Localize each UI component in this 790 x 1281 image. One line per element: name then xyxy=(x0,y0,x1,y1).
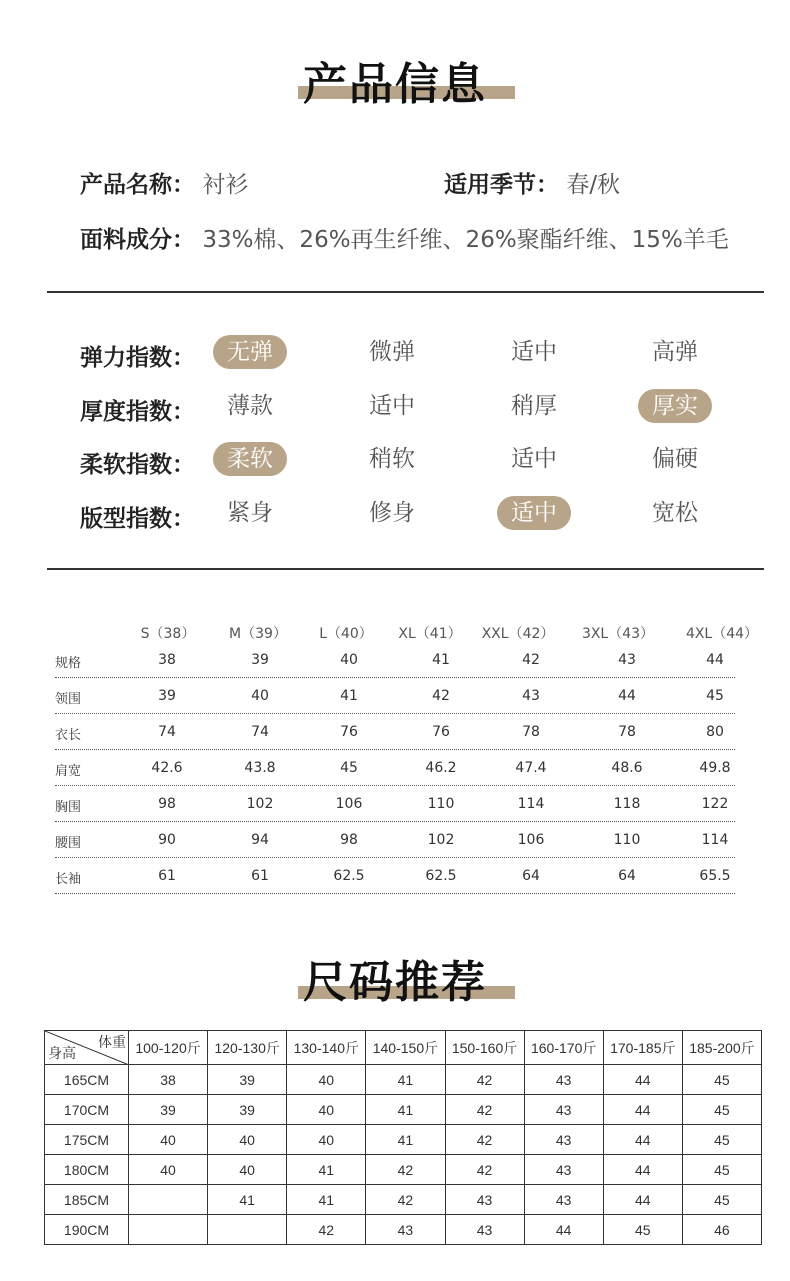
recommend-cell: 45 xyxy=(603,1215,682,1245)
size-column-header: L（40） xyxy=(319,626,373,642)
recommend-cell: 45 xyxy=(682,1155,761,1185)
recommend-cell: 42 xyxy=(445,1095,524,1125)
size-cell: 45 xyxy=(706,688,724,704)
recommend-cell: 44 xyxy=(603,1155,682,1185)
weight-header: 100-120斤 xyxy=(129,1031,208,1065)
recommend-row xyxy=(45,1155,762,1185)
weight-header: 140-150斤 xyxy=(366,1031,445,1065)
size-cell: 42.6 xyxy=(151,760,183,776)
recommend-row xyxy=(45,1095,762,1125)
recommend-cell: 39 xyxy=(208,1095,287,1125)
size-cell: 65.5 xyxy=(699,868,731,884)
recommend-cell: 40 xyxy=(208,1155,287,1185)
size-cell: 43 xyxy=(522,688,540,704)
size-cell: 76 xyxy=(340,724,358,740)
recommend-cell: 42 xyxy=(445,1155,524,1185)
index-option: 紧身 xyxy=(227,500,273,526)
weight-header: 160-170斤 xyxy=(524,1031,603,1065)
size-row-divider xyxy=(55,785,735,786)
season-label: 适用季节： xyxy=(444,172,559,198)
index-option: 高弹 xyxy=(652,339,698,365)
recommend-cell: 41 xyxy=(366,1125,445,1155)
size-cell: 98 xyxy=(158,796,176,812)
product-info-title: 产品信息 xyxy=(303,59,487,110)
height-label: 180CM xyxy=(45,1155,129,1185)
size-cell: 102 xyxy=(246,796,274,812)
size-column-header: XL（41） xyxy=(398,626,462,642)
recommend-cell: 44 xyxy=(603,1065,682,1095)
size-cell: 90 xyxy=(158,832,176,848)
recommend-cell: 45 xyxy=(682,1065,761,1095)
height-label: 175CM xyxy=(45,1125,129,1155)
index-option-selected: 柔软 xyxy=(213,442,287,476)
recommend-cell: 42 xyxy=(366,1185,445,1215)
product-name-value: 衬衫 xyxy=(202,172,249,198)
size-row-label: 肩宽 xyxy=(55,764,82,779)
recommend-cell: 40 xyxy=(287,1065,366,1095)
height-label: 165CM xyxy=(45,1065,129,1095)
size-cell: 43 xyxy=(618,652,636,668)
index-label: 柔软指数： xyxy=(80,452,195,478)
recommend-row xyxy=(45,1065,762,1095)
size-cell: 44 xyxy=(706,652,724,668)
recommend-cell: 45 xyxy=(682,1095,761,1125)
recommend-row xyxy=(45,1125,762,1155)
size-recommend-table xyxy=(44,1030,762,1245)
recommend-cell: 43 xyxy=(445,1185,524,1215)
index-label: 弹力指数： xyxy=(80,345,195,371)
size-row-divider xyxy=(55,749,735,750)
size-row-divider xyxy=(55,857,735,858)
size-cell: 40 xyxy=(340,652,358,668)
weight-header: 120-130斤 xyxy=(208,1031,287,1065)
size-cell: 118 xyxy=(613,796,641,812)
product-name-row xyxy=(80,166,248,199)
size-cell: 38 xyxy=(158,652,176,668)
recommend-cell: 43 xyxy=(524,1185,603,1215)
size-cell: 39 xyxy=(158,688,176,704)
size-cell: 106 xyxy=(335,796,363,812)
recommend-cell: 45 xyxy=(682,1125,761,1155)
divider-top xyxy=(47,291,764,293)
size-cell: 78 xyxy=(522,724,540,740)
size-cell: 42 xyxy=(522,652,540,668)
recommend-cell: 40 xyxy=(129,1155,208,1185)
recommend-cell: 44 xyxy=(524,1215,603,1245)
weight-header: 170-185斤 xyxy=(603,1031,682,1065)
recommend-cell xyxy=(208,1215,287,1245)
size-column-header: M（39） xyxy=(229,626,287,642)
index-option: 适中 xyxy=(369,393,415,419)
size-cell: 110 xyxy=(427,796,455,812)
table-corner-cell xyxy=(45,1031,129,1065)
index-option: 微弹 xyxy=(369,339,415,365)
size-cell: 42 xyxy=(432,688,450,704)
size-cell: 45 xyxy=(340,760,358,776)
recommend-cell: 46 xyxy=(682,1215,761,1245)
index-option-selected: 适中 xyxy=(497,496,571,530)
product-info-heading xyxy=(0,48,790,108)
recommend-cell: 41 xyxy=(287,1185,366,1215)
recommend-cell: 39 xyxy=(208,1065,287,1095)
size-row-divider xyxy=(55,677,735,678)
size-cell: 114 xyxy=(517,796,545,812)
size-cell: 76 xyxy=(432,724,450,740)
size-cell: 62.5 xyxy=(425,868,457,884)
size-cell: 74 xyxy=(251,724,269,740)
index-label: 版型指数： xyxy=(80,506,195,532)
size-cell: 61 xyxy=(251,868,269,884)
size-column-header: S（38） xyxy=(140,626,196,642)
size-column-header: 4XL（44） xyxy=(685,626,759,642)
recommend-cell: 43 xyxy=(445,1215,524,1245)
size-cell: 40 xyxy=(251,688,269,704)
recommend-cell xyxy=(129,1185,208,1215)
index-option: 稍软 xyxy=(369,446,415,472)
size-cell: 98 xyxy=(340,832,358,848)
size-row-label: 腰围 xyxy=(55,836,82,851)
index-option: 适中 xyxy=(511,339,557,365)
recommend-cell: 42 xyxy=(287,1215,366,1245)
size-cell: 48.6 xyxy=(611,760,643,776)
recommend-cell: 44 xyxy=(603,1095,682,1125)
size-cell: 39 xyxy=(251,652,269,668)
size-column-header: 3XL（43） xyxy=(581,626,655,642)
size-cell: 102 xyxy=(427,832,455,848)
index-option: 稍厚 xyxy=(511,393,557,419)
recommend-cell: 43 xyxy=(524,1095,603,1125)
size-cell: 47.4 xyxy=(515,760,547,776)
season-row xyxy=(444,166,620,199)
recommend-cell: 43 xyxy=(524,1155,603,1185)
recommend-cell: 40 xyxy=(287,1125,366,1155)
size-cell: 74 xyxy=(158,724,176,740)
recommend-heading xyxy=(0,946,790,1006)
size-cell: 64 xyxy=(618,868,636,884)
recommend-cell: 45 xyxy=(682,1185,761,1215)
height-label: 170CM xyxy=(45,1095,129,1125)
size-row-label: 规格 xyxy=(55,656,82,671)
index-option: 宽松 xyxy=(652,500,698,526)
size-row-label: 长袖 xyxy=(55,872,82,887)
size-cell: 61 xyxy=(158,868,176,884)
recommend-cell xyxy=(129,1215,208,1245)
recommend-cell: 41 xyxy=(366,1095,445,1125)
recommend-cell: 40 xyxy=(208,1125,287,1155)
size-cell: 80 xyxy=(706,724,724,740)
fabric-label: 面料成分： xyxy=(80,227,195,253)
recommend-row xyxy=(45,1215,762,1245)
recommend-cell: 43 xyxy=(366,1215,445,1245)
recommend-cell: 43 xyxy=(524,1125,603,1155)
recommend-title: 尺码推荐 xyxy=(303,957,487,1008)
index-option-selected: 厚实 xyxy=(638,389,712,423)
size-row-label: 胸围 xyxy=(55,800,82,815)
size-cell: 43.8 xyxy=(244,760,276,776)
index-option-selected: 无弹 xyxy=(213,335,287,369)
season-value: 春/秋 xyxy=(566,172,621,198)
divider-middle xyxy=(47,568,764,570)
size-cell: 110 xyxy=(613,832,641,848)
size-row-label: 领围 xyxy=(55,692,82,707)
height-label: 190CM xyxy=(45,1215,129,1245)
recommend-cell: 38 xyxy=(129,1065,208,1095)
recommend-cell: 41 xyxy=(208,1185,287,1215)
weight-header: 150-160斤 xyxy=(445,1031,524,1065)
size-cell: 94 xyxy=(251,832,269,848)
recommend-cell: 44 xyxy=(603,1185,682,1215)
size-row-divider xyxy=(55,893,735,894)
corner-weight-label: 体重 xyxy=(98,1034,126,1050)
product-name-label: 产品名称： xyxy=(80,172,195,198)
recommend-header-row xyxy=(45,1031,762,1065)
recommend-cell: 42 xyxy=(445,1125,524,1155)
weight-header: 130-140斤 xyxy=(287,1031,366,1065)
recommend-row xyxy=(45,1185,762,1215)
size-cell: 44 xyxy=(618,688,636,704)
recommend-cell: 41 xyxy=(366,1065,445,1095)
size-cell: 49.8 xyxy=(699,760,731,776)
size-cell: 41 xyxy=(340,688,358,704)
recommend-cell: 39 xyxy=(129,1095,208,1125)
size-row-divider xyxy=(55,713,735,714)
index-option: 薄款 xyxy=(227,393,273,419)
fabric-row xyxy=(80,221,729,254)
size-cell: 78 xyxy=(618,724,636,740)
size-row-divider xyxy=(55,821,735,822)
recommend-cell: 40 xyxy=(287,1095,366,1125)
index-option: 偏硬 xyxy=(652,446,698,472)
fabric-value: 33%棉、26%再生纤维、26%聚酯纤维、15%羊毛 xyxy=(202,227,729,253)
recommend-cell: 43 xyxy=(524,1065,603,1095)
size-cell: 114 xyxy=(701,832,729,848)
weight-header: 185-200斤 xyxy=(682,1031,761,1065)
corner-height-label: 身高 xyxy=(48,1045,76,1061)
size-cell: 122 xyxy=(701,796,729,812)
size-cell: 64 xyxy=(522,868,540,884)
size-cell: 41 xyxy=(432,652,450,668)
recommend-cell: 44 xyxy=(603,1125,682,1155)
size-cell: 106 xyxy=(517,832,545,848)
size-column-header: XXL（42） xyxy=(481,626,555,642)
recommend-cell: 40 xyxy=(129,1125,208,1155)
recommend-cell: 42 xyxy=(366,1155,445,1185)
size-cell: 46.2 xyxy=(425,760,457,776)
size-cell: 62.5 xyxy=(333,868,365,884)
recommend-cell: 41 xyxy=(287,1155,366,1185)
recommend-cell: 42 xyxy=(445,1065,524,1095)
size-row-label: 衣长 xyxy=(55,728,82,743)
height-label: 185CM xyxy=(45,1185,129,1215)
index-option: 修身 xyxy=(369,500,415,526)
index-option: 适中 xyxy=(511,446,557,472)
index-label: 厚度指数： xyxy=(80,399,195,425)
